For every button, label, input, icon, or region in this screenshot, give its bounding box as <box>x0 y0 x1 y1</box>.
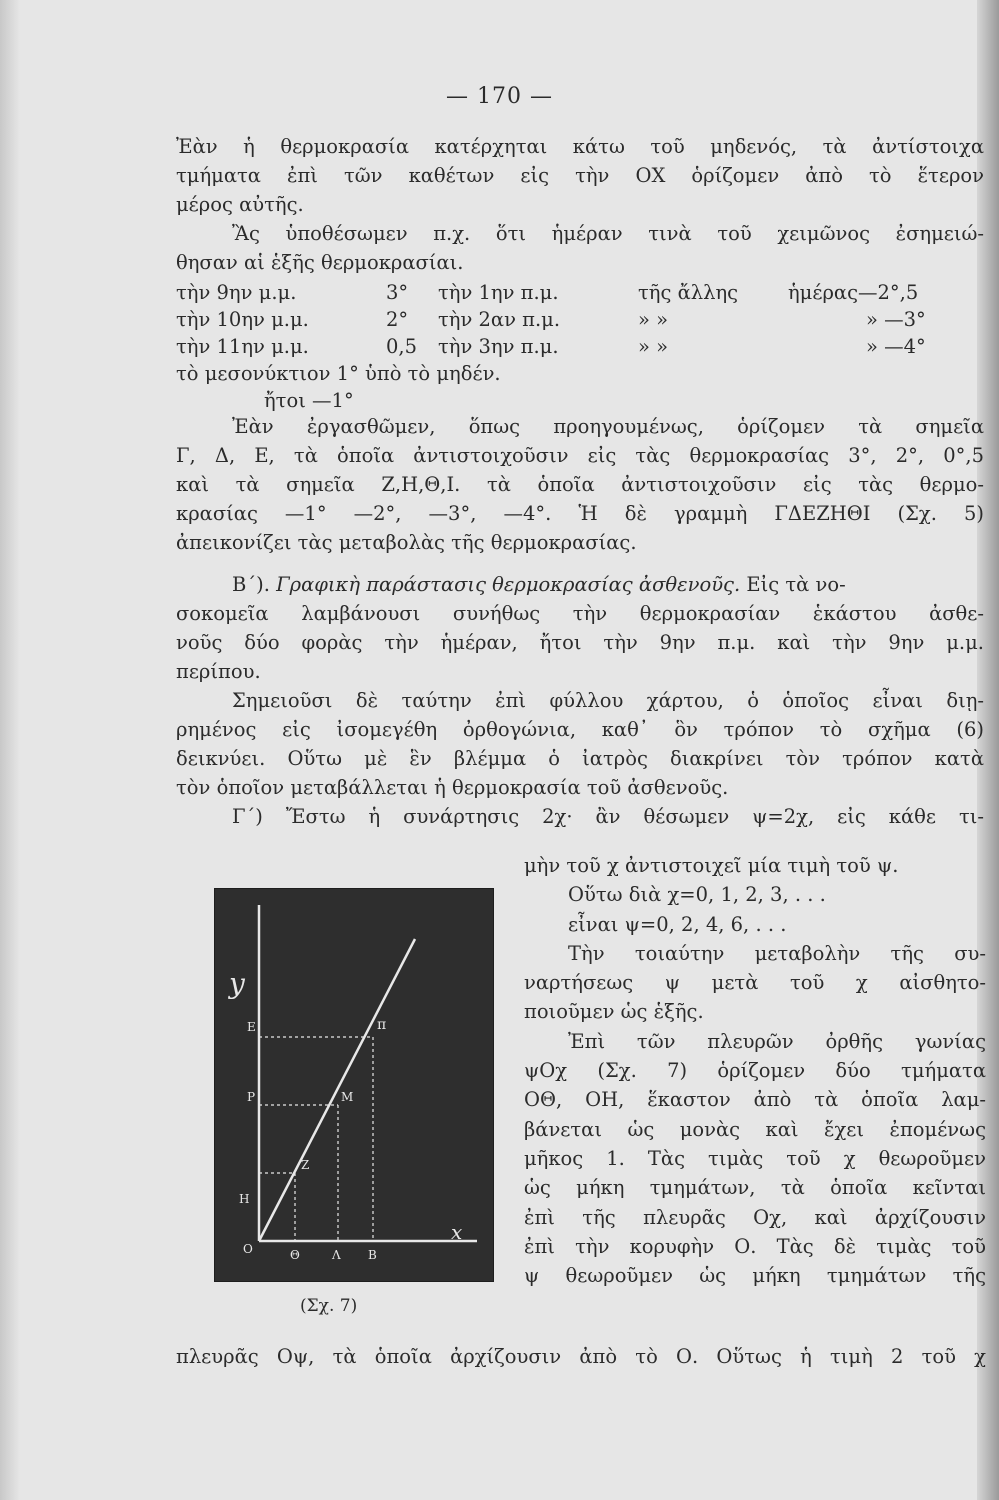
text-line: πλευρᾶς Οψ, τὰ ὁποῖα ἀρχίζουσιν ἀπὸ τὸ Ο. Οὕτως ἡ τιμὴ 2 τοῦ χ <box>176 1345 986 1368</box>
text-line: ΟΘ, ΟΗ, ἕκαστον ἀπὸ τὰ ὁποῖα λαμ- <box>524 1088 986 1112</box>
table-cell: » —3° <box>866 308 926 331</box>
figure-7-diagram <box>215 889 493 1281</box>
text-line: ρημένος εἰς ἰσομεγέθη ὀρθογώνια, καθ᾽ ὃν τρόπον τὸ σχῆμα (6) <box>176 718 984 741</box>
label-h: H <box>239 1192 250 1206</box>
x-axis-label: x <box>451 1220 463 1244</box>
table-row <box>176 279 966 306</box>
text-line: ἀπεικονίζει τὰς μεταβολὰς τῆς θερμοκρασίας. <box>176 531 637 554</box>
text-line: ὡς μήκη τμημάτων, τὰ ὁποῖα κεῖνται <box>524 1176 986 1200</box>
table-row <box>176 333 966 360</box>
text-line: τὸν ὁποῖον μεταβάλλεται ἡ θερμοκρασία τοῦ ἀσθενοῦς. <box>176 776 729 799</box>
section-b-lead: Β΄). <box>232 573 277 596</box>
table-cell: 0,5 <box>386 335 418 358</box>
label-theta: Θ <box>290 1248 300 1262</box>
page-number: — 170 — <box>446 84 553 109</box>
text-line: Ἂς ὑποθέσωμεν π.χ. ὅτι ἡμέραν τινὰ τοῦ χειμῶνος ἐσημειώ- <box>232 222 984 245</box>
text-line: σοκομεῖα λαμβάνουσι συνήθως τὴν θερμοκρασίαν ἑκάστου ἀσθε- <box>176 602 984 625</box>
temperature-table <box>176 279 966 414</box>
label-pi: π <box>377 1017 387 1033</box>
text-line: Τὴν τοιαύτην μεταβολὴν τῆς συ- <box>568 941 986 965</box>
text-line: ἐπὶ τὴν κορυφὴν Ο. Τὰς δὲ τιμὰς τοῦ <box>524 1234 986 1258</box>
label-m: M <box>341 1090 354 1104</box>
table-cell: τὴν 3ην π.μ. <box>438 335 559 358</box>
page-left-shadow <box>0 0 20 1500</box>
text-line: Σημειοῦσι δὲ ταύτην ἐπὶ φύλλου χάρτου, ὁ ὁποῖος εἶναι διῃ- <box>232 689 984 712</box>
table-cell: » » <box>638 308 669 331</box>
text-line: θησαν αἱ ἑξῆς θερμοκρασίαι. <box>176 251 464 274</box>
section-b-heading-line <box>176 570 984 599</box>
text-line: ἤτοι —1° <box>264 389 354 412</box>
label-b: B <box>368 1248 377 1262</box>
section-b-title: Γραφικὴ παράστασις θερμοκρασίας ἀσθενοῦς. <box>276 573 741 596</box>
label-p: P <box>247 1090 256 1104</box>
text-line <box>176 387 966 414</box>
side-column-text <box>524 851 986 1290</box>
table-cell: 2° <box>386 308 409 331</box>
label-e: E <box>247 1020 256 1034</box>
text-line: Οὕτω διὰ χ=0, 1, 2, 3, . . . <box>568 883 826 907</box>
table-cell: τὴν 2αν π.μ. <box>438 308 561 331</box>
text-line: καὶ τὰ σημεῖα Ζ,Η,Θ,Ι. τὰ ὁποῖα ἀντιστοιχοῦσιν εἰς τὰς θερμο- <box>176 473 984 496</box>
text-line: Γ΄) Ἔστω ἡ συνάρτησις 2χ· ἂν θέσωμεν ψ=2χ, εἰς κάθε τι- <box>232 805 984 828</box>
text-line: ποιοῦμεν ὡς ἑξῆς. <box>524 1000 704 1024</box>
text-line <box>176 360 966 387</box>
label-z: Z <box>301 1158 310 1172</box>
section-b <box>176 570 984 831</box>
text-line: δεικνύει. Οὕτω μὲ ἓν βλέμμα ὁ ἰατρὸς διακρίνει τὸν τρόπον κατὰ <box>176 747 984 770</box>
text-line: νοῦς δύο φορὰς τὴν ἡμέραν, ἤτοι τὴν 9ην π.μ. καὶ τὴν 9ην μ.μ. <box>176 631 984 654</box>
text-line: ψΟχ (Σχ. 7) ὁρίζομεν δύο τμήματα <box>524 1059 986 1083</box>
y-axis-label: y <box>229 967 245 1000</box>
table-cell: τὴν 10ην μ.μ. <box>176 308 309 331</box>
table-cell: » —4° <box>866 335 926 358</box>
table-cell: 3° <box>386 281 409 304</box>
text-line: τμήματα ἐπὶ τῶν καθέτων εἰς τὴν ΟΧ ὁρίζομεν ἀπὸ τὸ ἕτερον <box>176 164 984 187</box>
text-line: ψ θεωροῦμεν ὡς μήκη τμημάτων τῆς <box>524 1264 986 1288</box>
origin-label: O <box>243 1242 253 1256</box>
table-cell: τὴν 1ην π.μ. <box>438 281 559 304</box>
label-lambda: Λ <box>332 1248 341 1262</box>
bottom-text <box>176 1342 986 1371</box>
text-line: ἐπὶ τῆς πλευρᾶς Οχ, καὶ ἀρχίζουσιν <box>524 1205 986 1229</box>
text-line: μὴν τοῦ χ ἀντιστοιχεῖ μία τιμὴ τοῦ ψ. <box>524 854 899 877</box>
second-paragraph <box>176 412 984 557</box>
text-line: περίπου. <box>176 660 261 683</box>
table-cell: τὴν 11ην μ.μ. <box>176 335 309 358</box>
table-cell: τῆς ἄλλης <box>638 281 739 304</box>
text-line: ναρτήσεως ψ μετὰ τοῦ χ αἰσθητο- <box>524 971 986 995</box>
text-line: κρασίας —1° —2°, —3°, —4°. Ἡ δὲ γραμμὴ ΓΔΕΖΗΘΙ (Σχ. 5) <box>176 502 984 525</box>
table-row <box>176 306 966 333</box>
section-b-rest: Εἰς τὰ νο- <box>740 573 846 596</box>
text-line: βάνεται ὡς μονὰς καὶ ἔχει ἐπομένως <box>524 1117 986 1141</box>
text-line: τὸ μεσονύκτιον 1° ὑπὸ τὸ μηδέν. <box>176 362 501 385</box>
table-cell: » » <box>638 335 669 358</box>
text-line: μέρος αὐτῆς. <box>176 193 304 216</box>
table-cell: τὴν 9ην μ.μ. <box>176 281 297 304</box>
text-line: εἶναι ψ=0, 2, 4, 6, . . . <box>568 912 787 936</box>
figure-caption: (Σχ. 7) <box>300 1296 358 1316</box>
text-line: μῆκος 1. Τὰς τιμὰς τοῦ χ θεωροῦμεν <box>524 1146 986 1170</box>
table-cell: ἡμέρας—2°,5 <box>788 281 919 304</box>
text-line: Ἐὰν ἡ θερμοκρασία κατέρχηται κάτω τοῦ μηδενός, τὰ ἀντίστοιχα <box>176 135 984 158</box>
text-line: Γ, Δ, Ε, τὰ ὁποῖα ἀντιστοιχοῦσιν εἰς τὰς θερμοκρασίας 3°, 2°, 0°,5 <box>176 444 984 467</box>
figure-7 <box>214 888 494 1282</box>
text-line: Ἐὰν ἐργασθῶμεν, ὅπως προηγουμένως, ὁρίζομεν τὰ σημεῖα <box>232 415 984 438</box>
function-line <box>259 939 415 1241</box>
text-line: Ἐπὶ τῶν πλευρῶν ὀρθῆς γωνίας <box>568 1029 986 1053</box>
top-paragraph <box>176 132 984 277</box>
